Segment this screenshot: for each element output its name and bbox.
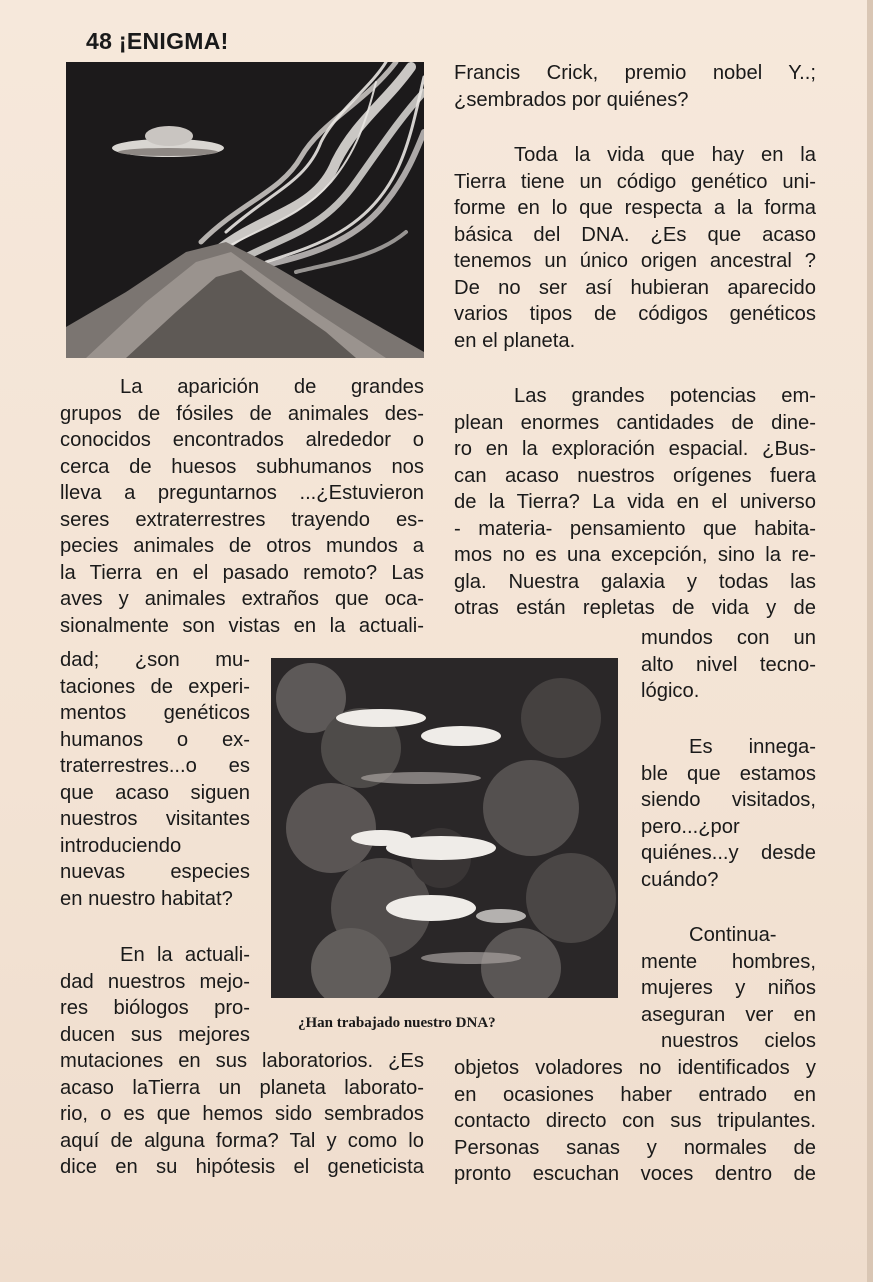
text-line: la Tierra en el pasado remoto? Las <box>60 561 424 584</box>
text-line: en nuestro habitat? <box>60 887 233 910</box>
text-line: lógico. <box>641 680 700 702</box>
text-line: Las grandes potencias em- <box>514 385 816 407</box>
text-line: grupos de fósiles de animales des- <box>60 402 424 425</box>
right-paragraph-4-wrap <box>641 922 816 1055</box>
text-line: lleva a preguntarnos ...¿Estuvieron <box>60 482 424 504</box>
text-line: nuevas especies <box>60 861 250 883</box>
left-paragraph-1 <box>60 374 424 639</box>
text-line: pecies animales de otros mundos a <box>60 535 424 557</box>
text-line: Es innega- <box>689 736 816 758</box>
text-line: nuestros cielos <box>661 1030 816 1052</box>
text-line: gla. Nuestra galaxia y todas las <box>454 570 816 593</box>
text-line: Continua- <box>689 924 777 946</box>
text-line: Francis Crick, premio nobel Y..; <box>454 62 816 84</box>
text-line: aquí de alguna forma? Tal y como lo <box>60 1129 424 1152</box>
text-line: aseguran ver en <box>641 1003 816 1026</box>
text-line: otras están repletas de vida y de <box>454 597 816 619</box>
text-line: taciones de experi- <box>60 675 250 698</box>
left-paragraph-2 <box>60 1048 424 1181</box>
text-line: varios tipos de códigos genéticos <box>454 303 816 325</box>
text-line: res biólogos pro- <box>60 997 250 1019</box>
text-line: plean enormes cantidades de dine- <box>454 411 816 434</box>
left-paragraph-2-wrap <box>60 942 250 1048</box>
text-line: básica del DNA. ¿Es que acaso <box>454 223 816 246</box>
text-line: nuestros visitantes <box>60 808 250 830</box>
text-line: seres extraterrestres trayendo es- <box>60 508 424 531</box>
text-line: cerca de huesos subhumanos nos <box>60 455 424 478</box>
text-line: ducen sus mejores <box>60 1023 250 1046</box>
text-line: pero...¿por <box>641 815 740 838</box>
text-line: que acaso siguen <box>60 781 250 804</box>
text-line: en el planeta. <box>454 329 576 352</box>
text-line: ble que estamos <box>641 762 816 785</box>
right-paragraph-3-wrap <box>641 734 816 893</box>
text-line: mos no es una excepción, sino la re- <box>454 544 816 566</box>
right-paragraph-1 <box>454 142 816 354</box>
text-line: objetos voladores no identificados y <box>454 1057 816 1079</box>
text-line: dad; ¿son mu- <box>60 649 250 671</box>
text-line: conocidos encontrados alrededor o <box>60 429 424 451</box>
right-paragraph-0 <box>454 60 816 113</box>
text-line: mutaciones en sus laboratorios. ¿Es <box>60 1050 424 1072</box>
text-line: siendo visitados, <box>641 789 816 811</box>
text-line: ro en la exploración espacial. ¿Bus- <box>454 438 816 460</box>
text-line: aves y animales extraños que oca- <box>60 588 424 610</box>
text-line: pronto escuchan voces dentro de <box>454 1163 816 1185</box>
text-line: de la Tierra? La vida en el universo <box>454 491 816 513</box>
dna-helix-photo <box>271 658 618 998</box>
text-line: contacto directo con sus tripulantes. <box>454 1110 816 1132</box>
text-line: sionalmente son vistas en la actuali- <box>60 614 424 637</box>
text-line: dad nuestros mejo- <box>60 970 250 993</box>
text-line: traterrestres...o es <box>60 755 250 777</box>
text-line: cuándo? <box>641 868 719 891</box>
figure-caption: ¿Han trabajado nuestro DNA? <box>298 1015 496 1031</box>
text-line: mentos genéticos <box>60 702 250 724</box>
page-edge <box>867 0 873 1282</box>
left-paragraph-1-wrap <box>60 647 250 912</box>
text-line: Toda la vida que hay en la <box>514 144 816 166</box>
page-header <box>86 28 229 55</box>
text-line: mujeres y niños <box>641 977 816 999</box>
text-line: humanos o ex- <box>60 728 250 751</box>
ufo-volcano-illustration <box>66 62 424 358</box>
text-line: alto nivel tecno- <box>641 653 816 676</box>
text-line: La aparición de grandes <box>120 376 424 398</box>
text-line: - materia- pensamiento que habita- <box>454 517 816 540</box>
magazine-title: ¡ENIGMA! <box>118 28 229 54</box>
text-line: En la actuali- <box>120 944 250 966</box>
right-paragraph-2 <box>454 383 816 622</box>
text-line: Tierra tiene un código genético uni- <box>454 170 816 193</box>
right-paragraph-4 <box>454 1055 816 1188</box>
text-line: can acaso nuestros orígenes fuera <box>454 464 816 487</box>
text-line: Personas sanas y normales de <box>454 1136 816 1159</box>
text-line: introduciendo <box>60 834 182 857</box>
text-line: De no ser así hubieran aparecido <box>454 276 816 299</box>
text-line: acaso laTierra un planeta laborato- <box>60 1076 424 1099</box>
text-line: quiénes...y desde <box>641 842 816 864</box>
text-line: mundos con un <box>641 627 816 649</box>
text-line: dice en su hipótesis el geneticista <box>60 1156 424 1178</box>
text-line: tenemos un único origen ancestral ? <box>454 250 816 272</box>
text-line: rio, o es que hemos sido sembrados <box>60 1103 424 1125</box>
page-number: 48 <box>86 28 113 54</box>
text-line: en ocasiones haber entrado en <box>454 1083 816 1106</box>
text-line: forme en lo que respecta a la forma <box>454 197 816 219</box>
text-line: ¿sembrados por quiénes? <box>454 88 689 111</box>
text-line: mente hombres, <box>641 950 816 973</box>
right-paragraph-2-wrap <box>641 625 816 705</box>
